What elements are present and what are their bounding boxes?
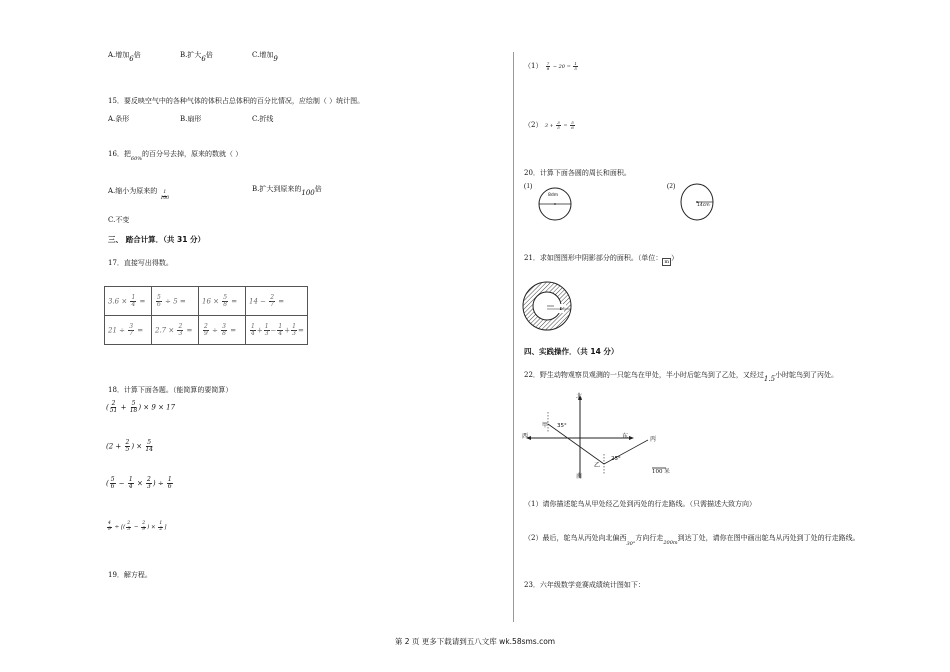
calc-cell: 14 − $\frac{2}{7}$ =	[246, 287, 308, 316]
q20-text: 20．计算下面各圆的周长和面积。	[524, 169, 631, 177]
page-footer: 第 2 页 更多下载请到五八文库 wk.58sms.com	[394, 637, 556, 646]
column-divider	[513, 52, 514, 622]
q15-text: 15．要反映空气中的各种气体的体积占总体积的百分比情况，应绘制（ ）统计图。	[108, 97, 365, 105]
circle-2-dim: 14cm	[697, 203, 710, 208]
q17-table	[104, 286, 308, 345]
q15-option-b: B.扇形	[180, 115, 202, 123]
q19-text: 19．解方程。	[108, 571, 152, 579]
q22-part-2: （2）最后，鸵鸟从丙处向北偏西$_{30^\circ}$方向行走$_{200m}$到达丁处，请你在图中画出鸵鸟从丙处到丁处的行走路线。	[524, 534, 860, 547]
q16-option-c: C.不变	[108, 216, 130, 224]
map-angle-35: 35°	[557, 423, 567, 429]
q14-option-a: A.增加6倍	[108, 51, 141, 63]
circle-2-label: (2)	[667, 182, 676, 190]
q18-expr-1: ( $\frac{2}{51}$ + $\frac{5}{18}$ ) × 9 × 17	[106, 400, 176, 414]
equation-1: （1） $\frac{7}{8}$ − 20 = $\frac{1}{5}$	[524, 61, 577, 71]
q15-option-c: C.折线	[252, 115, 274, 123]
calc-cell: 2.7 × $\frac{2}{3}$ =	[152, 316, 199, 345]
circle-1-label: (1)	[524, 182, 533, 190]
map-west-label: 西	[522, 433, 529, 440]
q16-option-a: A.缩小为原来的 $\frac{1}{100}$	[108, 187, 170, 201]
q15-option-a: A.条形	[108, 115, 130, 123]
q14-option-b: B.扩大6倍	[180, 51, 213, 63]
calc-cell: $\frac{1}{4}$ + $\frac{1}{3}$ − $\frac{1}{4}$ + $\frac{1}{3}$ =	[246, 316, 308, 345]
map-jia-label: 甲	[542, 422, 549, 429]
q18-expr-2: (2 + $\frac{2}{5}$ ) × $\frac{5}{14}$	[106, 439, 154, 453]
q22-part-1: （1）请你描述鸵鸟从甲处经乙处到丙处的行走路线。（只需描述大致方向）	[524, 500, 756, 508]
section-3-heading: 三、 踏合计算．（共 31 分）	[108, 235, 206, 244]
calc-cell: 3.6 × $\frac{1}{4}$ =	[105, 287, 152, 316]
q14-option-c: C.增加9	[252, 51, 278, 63]
calc-cell: $\frac{2}{9}$ ÷ $\frac{3}{8}$ =	[199, 316, 246, 345]
q16-option-b: B.扩大到原来的100倍	[252, 185, 322, 197]
equation-2: （2） 3 + $\frac{3}{5}$ = $\frac{5}{6}$	[524, 120, 574, 130]
calc-cell: 21 ÷ $\frac{3}{7}$ =	[105, 316, 152, 345]
q17-text: 17．直接写出得数。	[108, 259, 173, 267]
section-4-heading: 四、实践操作．（共 14 分）	[524, 347, 619, 356]
q22-text: 22．野生动物观察员观测的一只鸵鸟在甲处，半小时后鸵鸟到了乙处，又经过1.5小时鸵鸟到了丙处。	[524, 371, 839, 383]
map-scale: 100 米	[652, 469, 670, 475]
map-south-label: 南	[576, 473, 583, 480]
map-yi-label: 乙	[594, 462, 601, 469]
q16-text: 16．把$_{60\%}$的百分号去掉，原来的数就（ ）	[108, 150, 243, 162]
ostrich-map	[520, 394, 670, 484]
q18-expr-4: $\frac{4}{9}$ ÷ [( $\frac{2}{3}$ − $\frac{2}{9}$ ) × $\frac{1}{2}$ ]	[108, 521, 167, 532]
q23-text: 23．六年级数学竞赛成绩统计图如下：	[524, 581, 645, 589]
q18-text: 18．计算下面各题。（能简算的要简算）	[108, 386, 233, 394]
map-east-label: 东	[622, 433, 629, 440]
calc-cell: $\frac{5}{6}$ ÷ 5 =	[152, 287, 199, 316]
map-angle-25: 25°	[611, 456, 621, 462]
map-bing-label: 丙	[650, 436, 657, 443]
shaded-ring-figure	[522, 281, 574, 333]
q21-text: 21．求如图图形中阴影部分的面积。（单位： $_m$ ）	[524, 254, 679, 265]
map-north-label: 北	[576, 393, 583, 400]
q18-expr-3: ( $\frac{5}{6}$ − $\frac{1}{4}$ × $\frac{2}{3}$ ) ÷ $\frac{1}{6}$	[106, 476, 172, 490]
circle-1-dim: 8dm	[548, 193, 559, 198]
calc-cell: 16 × $\frac{5}{8}$ =	[199, 287, 246, 316]
